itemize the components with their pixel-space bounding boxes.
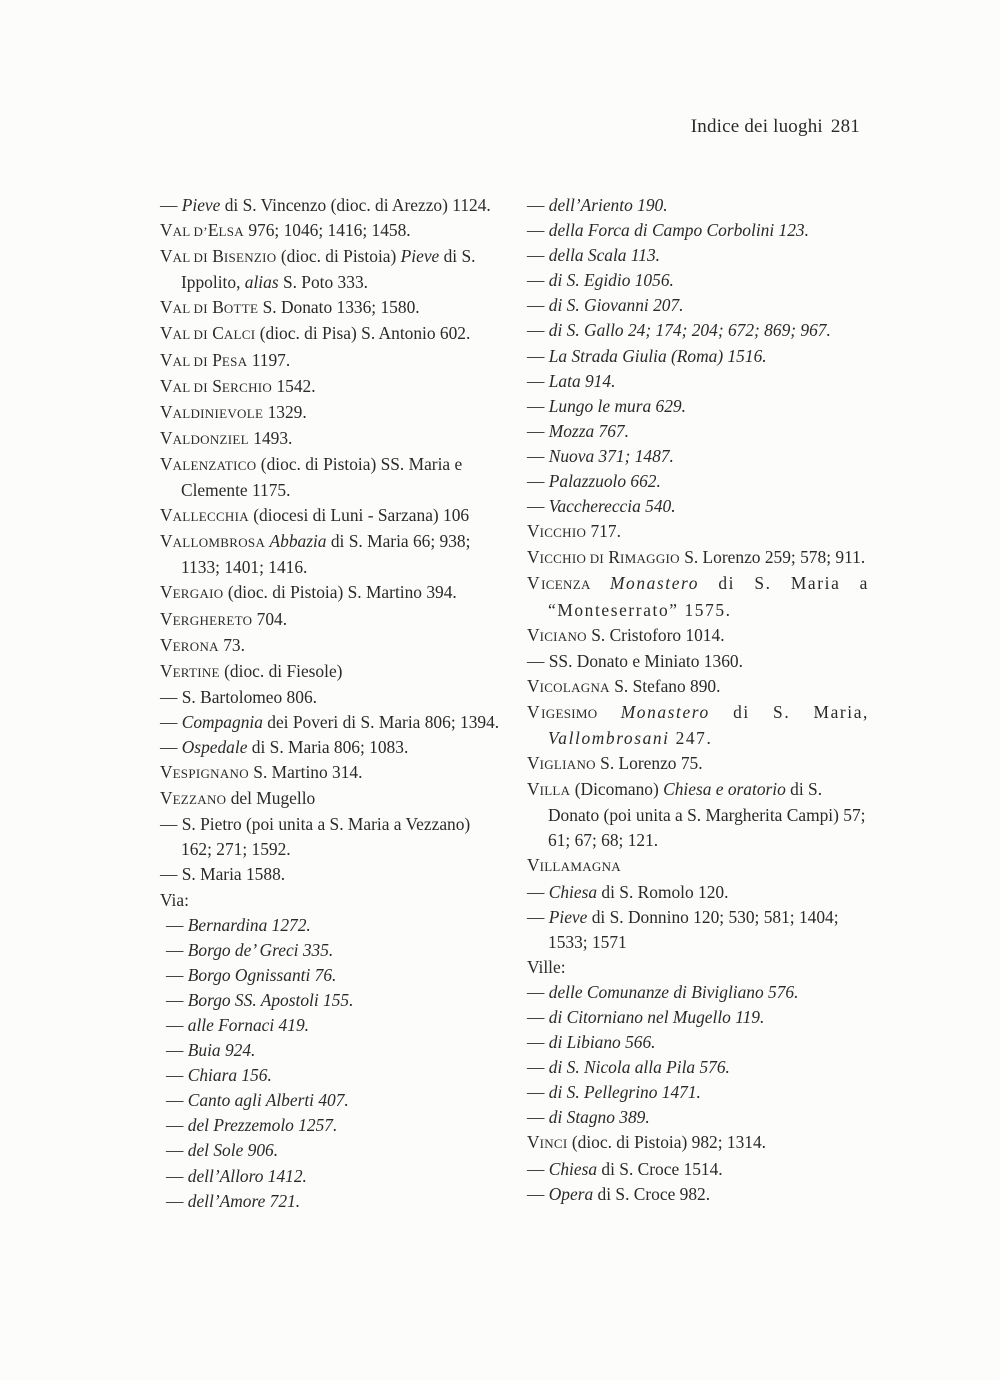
index-entry: VICENZA Monastero di S. Maria a “Monteserrato” 1575. (527, 573, 869, 620)
index-entry: VIGLIANO S. Lorenzo 75. (527, 753, 703, 774)
index-column-right (527, 193, 869, 1207)
index-entry: — Chiara 156. (166, 1065, 272, 1086)
index-entry: — di S. Giovanni 207. (527, 295, 684, 316)
index-entry: — Nuova 371; 1487. (527, 445, 674, 466)
index-entry: VICOLAGNA S. Stefano 890. (527, 675, 721, 696)
running-header (691, 116, 860, 138)
index-entry: — Lata 914. (527, 370, 616, 391)
index-entry: VERGAIO (dioc. di Pistoia) S. Martino 394. (160, 582, 457, 603)
index-entry: VAL DI BISENZIO (dioc. di Pistoia) Pieve di S. Ippolito, alias S. Poto 333. (160, 246, 476, 293)
index-entry: VAL DI PESA 1197. (160, 349, 291, 370)
index-entry: — dell’Ariento 190. (527, 195, 668, 215)
index-entry: — S. Pietro (poi unita a S. Maria a Vezzano) 162; 271; 1592. (160, 814, 471, 860)
index-entry: VILLAMAGNA (527, 855, 621, 876)
index-entry: — delle Comunanze di Bivigliano 576. (527, 981, 799, 1002)
index-entry: — Buia 924. (166, 1040, 256, 1061)
index-entry: VAL D’ELSA 976; 1046; 1416; 1458. (160, 220, 411, 241)
index-entry: — Pieve di S. Donnino 120; 530; 581; 1404; 1533; 1571 (527, 906, 839, 952)
index-entry: VAL DI SERCHIO 1542. (160, 375, 316, 396)
index-entry: — della Forca di Campo Corbolini 123. (527, 220, 809, 241)
index-entry: — di S. Nicola alla Pila 576. (527, 1057, 730, 1078)
index-entry: — di S. Pellegrino 1471. (527, 1082, 701, 1103)
index-entry: VERTINE (dioc. di Fiesole) (160, 660, 343, 681)
index-entry: VERGHERETO 704. (160, 608, 288, 629)
index-entry: Via: (160, 889, 189, 910)
index-entry: — di Stagno 389. (527, 1107, 650, 1128)
index-entry: — Mozza 767. (527, 420, 629, 441)
index-entry: — Borgo Ognissanti 76. (166, 964, 337, 985)
index-entry: VAL DI CALCI (dioc. di Pisa) S. Antonio 602. (160, 323, 471, 344)
index-entry: — Chiesa di S. Croce 1514. (527, 1158, 723, 1179)
index-entry: — Compagnia dei Poveri di S. Maria 806; 1394. (160, 711, 500, 732)
index-entry: — Pieve di S. Vincenzo (dioc. di Arezzo) 1124. (160, 195, 491, 215)
index-entry: VINCI (dioc. di Pistoia) 982; 1314. (527, 1132, 767, 1153)
index-entry: — dell’Alloro 1412. (166, 1165, 307, 1186)
index-entry: — della Scala 113. (527, 245, 660, 266)
index-entry: — di Libiano 566. (527, 1032, 656, 1053)
index-entry: — del Prezzemolo 1257. (166, 1115, 338, 1136)
page-number: 281 (830, 116, 860, 137)
index-entry: — di Citorniano nel Mugello 119. (527, 1007, 765, 1027)
index-entry: — Borgo SS. Apostoli 155. (166, 989, 354, 1010)
index-entry: VALLOMBROSA Abbazia di S. Maria 66; 938; 1133; 1401; 1416. (160, 531, 471, 578)
index-entry: — Canto agli Alberti 407. (166, 1090, 349, 1111)
index-entry: — Palazzuolo 662. (527, 471, 661, 492)
index-entry: — Bernardina 1272. (166, 914, 311, 935)
index-entry: — di S. Gallo 24; 174; 204; 672; 869; 967. (527, 320, 831, 341)
index-entry: VICCHIO 717. (527, 521, 621, 542)
index-entry: VICCHIO DI RIMAGGIO S. Lorenzo 259; 578; 911. (527, 547, 866, 568)
index-entry: Ville: (527, 956, 566, 977)
index-entry: — Lungo le mura 629. (527, 395, 686, 416)
index-entry: — Opera di S. Croce 982. (527, 1183, 711, 1204)
index-entry: — del Sole 906. (166, 1140, 279, 1161)
index-column-left (160, 193, 500, 1214)
index-entry: VALLECCHIA (diocesi di Luni - Sarzana) 106 (160, 505, 470, 526)
index-entry: — Borgo de’ Greci 335. (166, 939, 334, 960)
index-entry: VAL DI BOTTE S. Donato 1336; 1580. (160, 297, 420, 318)
index-entry: — Vacchereccia 540. (527, 496, 676, 517)
index-entry: — La Strada Giulia (Roma) 1516. (527, 345, 767, 366)
index-entry: VESPIGNANO S. Martino 314. (160, 762, 363, 783)
page-title: Indice dei luoghi (690, 116, 823, 137)
index-entry: VALDONZIEL 1493. (160, 427, 293, 448)
index-entry: — Ospedale di S. Maria 806; 1083. (160, 736, 409, 757)
index-entry: — S. Maria 1588. (160, 864, 286, 885)
index-entry: VICIANO S. Cristoforo 1014. (527, 624, 725, 645)
index-entry: — SS. Donato e Miniato 1360. (527, 650, 743, 671)
index-entry: — Chiesa di S. Romolo 120. (527, 881, 729, 902)
index-entry: VEZZANO del Mugello (160, 788, 316, 809)
index-entry: VIGESIMO Monastero di S. Maria, Vallombrosani 247. (527, 701, 869, 748)
index-entry: — S. Bartolomeo 806. (160, 686, 317, 707)
index-entry: VERONA 73. (160, 634, 245, 655)
index-entry: VALDINIEVOLE 1329. (160, 401, 307, 422)
index-entry: — alle Fornaci 419. (166, 1015, 309, 1035)
index-entry: VILLA (Dicomano) Chiesa e oratorio di S. Donato (poi unita a S. Margherita Campi) 57; 61; 67; 68; 121. (527, 779, 866, 851)
index-entry: — dell’Amore 721. (166, 1190, 301, 1211)
index-entry: — di S. Egidio 1056. (527, 270, 674, 291)
index-entry: VALENZATICO (dioc. di Pistoia) SS. Maria e Clemente 1175. (160, 453, 463, 501)
